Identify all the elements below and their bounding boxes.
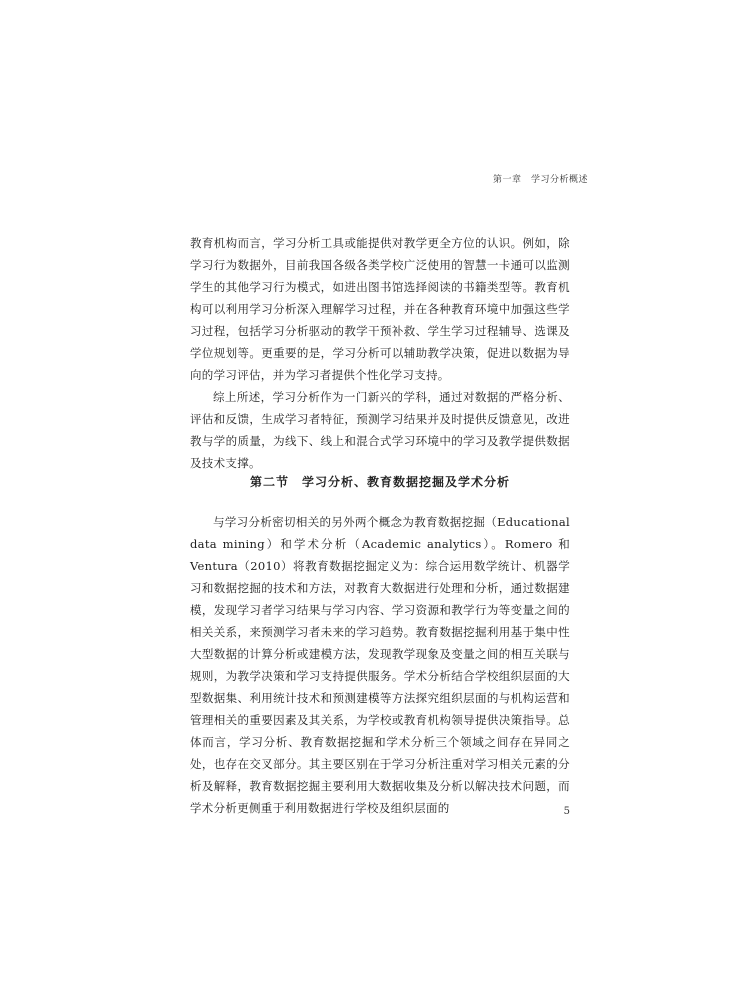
body-text-lower <box>190 511 570 819</box>
paragraph-continued: 教育机构而言，学习分析工具或能提供对教学更全方位的认识。例如，除学习行为数据外，目前我国各级各类学校广泛使用的智慧一卡通可以监测学生的其他学习行为模式，如进出图书馆选择阅读的书籍类型等。教育机构可以利用学习分析深入理解学习过程，并在各种教育环境中加强这些学习过程，包括学习分析驱动的教学干预补救、学生学习过程辅导、选课及学位规划等。更重要的是，学习分析可以辅助教学决策，促进以数据为导向的学习评估，并为学习者提供个性化学习支持。 <box>190 236 570 382</box>
paragraph-section-intro: 与学习分析密切相关的另外两个概念为教育数据挖掘（Educational data mining）和学术分析（Academic analytics）。Romero 和 Ventura（2010）将教育数据挖掘定义为：综合运用数学统计、机器学习和数据挖掘的技术和方法，对教育大数据进行处理和分析，通过数据建模，发现学习者学习结果与学习内容、学习资源和教学行为等变量之间的相关关系，来预测学习者未来的学习趋势。教育数据挖掘利用基于集中性大型数据的计算分析或建模方法，发现教学现象及变量之间的相互关联与规则，为教学决策和学习支持提供服务。学术分析结合学校组织层面的大型数据集、利用统计技术和预测建模等方法探究组织层面的与机构运营和管理相关的重要因素及其关系，为学校或教育机构领导提供决策指导。总体而言，学习分析、教育数据挖掘和学术分析三个领域之间存在异同之处，也存在交叉部分。其主要区别在于学习分析注重对学习相关元素的分析及解释，教育数据挖掘主要利用大数据收集及分析以解决技术问题，而学术分析更侧重于利用数据进行学校及组织层面的 <box>190 515 570 815</box>
section-heading: 第二节 学习分析、教育数据挖掘及学术分析 <box>249 475 510 489</box>
body-text-upper <box>190 232 570 474</box>
running-head: 第一章 学习分析概述 <box>492 175 588 185</box>
paragraph-summary: 综上所述，学习分析作为一门新兴的学科，通过对数据的严格分析、评估和反馈，生成学习者特征，预测学习结果并及时提供反馈意见，改进教与学的质量，为线下、线上和混合式学习环境中的学习及教学提供数据及技术支撑。 <box>190 390 570 470</box>
page-number: 5 <box>563 806 570 817</box>
